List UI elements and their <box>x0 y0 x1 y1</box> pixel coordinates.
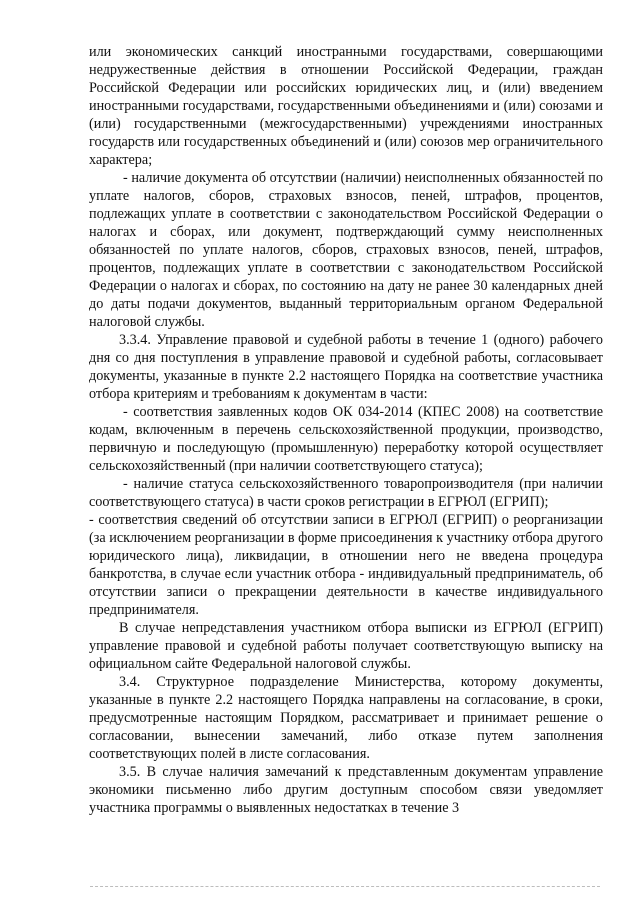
paragraph-sanctions-continuation: или экономических санкций иностранными государствами, совершающими недружественные действия в отношении Российской Федерации, граждан Российской Федерации или российских юридических лиц, и (или) введением иностранными государствами, государственными объединениями и (или) союзами и (или) государственными (межгосударственными) учреждениями иностранных государств или государственных объединений и (или) союзов мер ограничительного характера; <box>89 44 603 168</box>
document-body <box>89 43 603 817</box>
paragraph-tax-debt-document: - наличие документа об отсутствии (наличии) неисполненных обязанностей по уплате налогов, сборов, страховых взносов, пеней, штрафов, процентов, подлежащих уплате в соответствии с законодательством Российской Федерации о налогах и сборах, или документ, подтверждающий сумму неисполненных обязанностей по уплате налогов, сборов, страховых взносов, пеней, штрафов, процентов, подлежащих уплате в соответствии с законодательством Российской Федерации о налогах и сборах, по состоянию на дату не ранее 30 календарных дней до даты подачи документов, выданный территориальным органом Федеральной налоговой службы. <box>89 170 603 330</box>
paragraph-egrul-extract: В случае непредставления участником отбора выписки из ЕГРЮЛ (ЕГРИП) управление правовой и судебной работы получает соответствующую выписку на официальном сайте Федеральной налоговой службы. <box>89 620 603 672</box>
paragraph-3-5: 3.5. В случае наличия замечаний к представленным документам управление экономики письменно либо другим доступным способом связи уведомляет участника программы о выявленных недостатках в течение 3 <box>89 764 603 816</box>
paragraph-egrul-records: - соответствия сведений об отсутствии записи в ЕГРЮЛ (ЕГРИП) о реорганизации (за исключением реорганизации в форме присоединения к участнику отбора другого юридического лица), ликвидации, в отношении него не введена процедура банкротства, в случае если участник отбора - индивидуальный предприниматель, об отсутствии записи о прекращении деятельности в качестве индивидуального предпринимателя. <box>89 512 603 618</box>
paragraph-3-4: 3.4. Структурное подразделение Министерства, которому документы, указанные в пункте 2.2 настоящего Порядка направлены на согласование, в сроки, предусмотренные настоящим Порядком, рассматривает и принимает решение о согласовании, вынесении замечаний, либо отказе путем заполнения соответствующих полей в листе согласования. <box>89 674 603 762</box>
paragraph-okpd-codes: - соответствия заявленных кодов ОК 034-2014 (КПЕС 2008) на соответствие кодам, включенным в перечень сельскохозяйственной продукции, производство, первичную и последующую (промышленную) переработку которой осуществляет сельскохозяйственный (при наличии соответствующего статуса); <box>89 404 603 474</box>
paragraph-3-3-4: 3.3.4. Управление правовой и судебной работы в течение 1 (одного) рабочего дня со дня поступления в управление правовой и судебной работы, согласовывает документы, указанные в пункте 2.2 настоящего Порядка на соответствие участника отбора критериям и требованиям к документам в части: <box>89 332 603 402</box>
paragraph-agri-producer-status: - наличие статуса сельскохозяйственного товаропроизводителя (при наличии соответствующего статуса) в части сроков регистрации в ЕГРЮЛ (ЕГРИП); <box>89 476 603 510</box>
page-bottom-divider <box>90 886 600 888</box>
